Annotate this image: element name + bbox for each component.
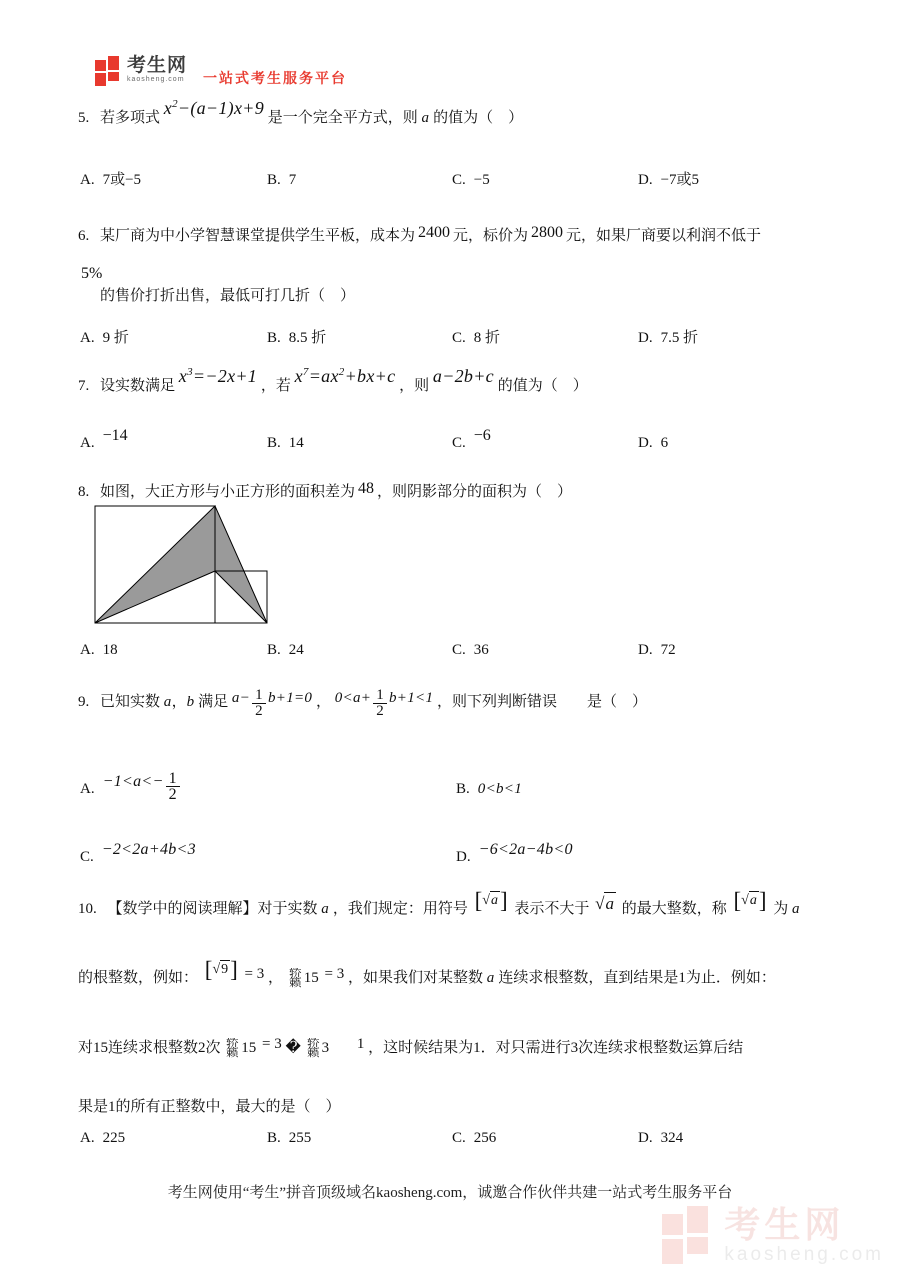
logo-domain: kaosheng.com	[127, 76, 185, 83]
question-9-options-row2	[80, 841, 870, 880]
formula-2: 0<a+ $\frac{1}{2}$ b+1<1	[334, 687, 434, 719]
question-6-stem	[78, 224, 868, 248]
option-10C: C. 256	[452, 1130, 497, 1146]
glitch-sqrt-15: 轿 籁 15	[226, 1038, 257, 1058]
option-7D: D. 6	[638, 435, 669, 451]
kaosheng-watermark	[662, 1206, 884, 1266]
question-6-percent	[78, 262, 868, 286]
logo-brand: 考生网	[127, 55, 188, 76]
bracket-sqrt-9: [√9]	[204, 957, 238, 982]
option-5B: B. 7	[267, 172, 297, 188]
question-10-line3: 对15连续求根整数2次 轿 籁 15 = 3 � 轿 籁 3 1 ，这时候结果为1．对只需进行3次连续求根整数运算后结	[78, 1036, 744, 1058]
question-5-stem	[78, 98, 868, 130]
stem-text: 的最大整数，称	[621, 901, 727, 917]
bracket-sqrt-a: [√a]	[474, 888, 508, 913]
stem-text: ，我们规定：用符号	[332, 901, 468, 917]
variable: a	[421, 110, 430, 126]
glitch-sqrt-15: 轿 籁 15	[288, 968, 319, 988]
question-6-stem-line2	[100, 284, 890, 308]
stem-text: 若多项式	[100, 110, 161, 126]
question-number: 6.	[78, 228, 90, 244]
question-7-stem	[78, 366, 868, 398]
stem-text: 元，如果厂商要以利润不低于	[566, 228, 762, 244]
watermark-domain: kaosheng.com	[724, 1244, 884, 1265]
geometry-figure	[94, 505, 269, 625]
stem-text: ，则阴影部分的面积为（ ）	[377, 484, 573, 500]
option-9C: C. −2<2a+4b<3	[80, 841, 196, 865]
question-10-line2: 的根整数，例如： [√9] = 3 ， 轿 籁 15 = 3 ，如果我们对某整数 a 连续求根整数，直到结果是1为止．例如：	[78, 957, 776, 988]
price-cost: 2400	[418, 224, 451, 241]
formula-3: a−2b+c	[432, 366, 494, 386]
formula: $x^2-(a-1)x+9$	[163, 98, 264, 118]
question-number: 7.	[78, 378, 90, 394]
stem-text: 【数学中的阅读理解】对于实数	[107, 901, 318, 917]
question-number: 10.	[78, 901, 97, 917]
stem-text: 连续求根整数，直到结果是1为止．例如：	[498, 970, 776, 986]
stem-text: 对15连续求根整数2次	[78, 1040, 221, 1056]
formula-1: a− $\frac{1}{2}$ b+1=0	[231, 687, 313, 719]
question-number: 8.	[78, 484, 90, 500]
shaded-triangle-right	[215, 506, 267, 623]
question-5-options	[80, 169, 870, 195]
option-10B: B. 255	[267, 1130, 312, 1146]
question-9-options-row1	[80, 770, 870, 838]
percent-value: 5%	[81, 265, 103, 282]
sqrt-a: √a	[595, 894, 614, 913]
option-5D: D. −7或5	[638, 172, 700, 188]
stem-text: 设实数满足	[100, 378, 176, 394]
logo-text-block	[127, 56, 187, 84]
option-7A: A. −14	[80, 427, 128, 451]
question-7-options	[80, 427, 870, 458]
price-list: 2800	[531, 224, 564, 241]
question-10-line1: 10. 【数学中的阅读理解】对于实数 a ，我们规定：用符号 [√a] 表示不大于 √a 的最大整数，称 [√a] 为 a	[78, 888, 800, 917]
shaded-triangle-left	[95, 506, 215, 623]
area-difference: 48	[358, 480, 375, 497]
option-9A: A. −1<a<− $\frac{1}{2}$	[80, 778, 182, 809]
footer-slogan: 考生网使用“考生”拼音顶级域名kaosheng.com，诚邀合作伙伴共建一站式考生服务平台	[167, 1185, 733, 1201]
option-9D: D. −6<2a−4b<0	[456, 841, 573, 865]
stem-text: 已知实数	[100, 694, 161, 710]
option-10A: A. 225	[80, 1130, 126, 1146]
option-8D: D. 72	[638, 642, 676, 658]
stem-text: 的根整数，例如：	[78, 970, 199, 986]
question-9-stem: 9. 已知实数 a，b 满足 a− $\frac{1}{2}$ b+1=0 ， 0<a+ $\frac{1}{2}$ b+1<1 ，则下列判断错误 是（ ）	[78, 687, 648, 719]
logo-tagline: 一站式考生服务平台	[203, 70, 348, 86]
stem-text: ，这时候结果为1．对只需进行3次连续求根整数运算后结	[368, 1040, 744, 1056]
stem-text: 表示不大于	[514, 901, 590, 917]
kaosheng-logo	[95, 56, 347, 88]
watermark-brand: 考生网	[724, 1204, 845, 1245]
stem-text: 元，标价为	[453, 228, 529, 244]
stem-text: 的值为（ ）	[433, 110, 524, 126]
option-8C: C. 36	[452, 642, 489, 658]
option-6C: C. 8 折	[452, 330, 501, 346]
question-number: 9.	[78, 694, 90, 710]
option-5A: A. 7或−5	[80, 172, 142, 188]
stem-text: 的售价打折出售，最低可打几折（ ）	[100, 288, 356, 304]
option-10D: D. 324	[638, 1130, 684, 1146]
stem-text: ，则下列判断错误 是（ ）	[437, 694, 648, 710]
option-5C: C. −5	[452, 172, 490, 188]
kaosheng-logo-icon	[95, 56, 122, 86]
replacement-glyph: �	[285, 1040, 301, 1056]
stem-text: ，则	[399, 378, 430, 394]
stem-text: 如图，大正方形与小正方形的面积差为	[100, 484, 356, 500]
option-6D: D. 7.5 折	[638, 330, 699, 346]
option-6A: A. 9 折	[80, 330, 129, 346]
question-8-stem	[78, 480, 868, 504]
question-6-options	[80, 327, 870, 353]
stem-text: ，如果我们对某整数	[348, 970, 484, 986]
stem-text: 某厂商为中小学智慧课堂提供学生平板，成本为	[100, 228, 416, 244]
stem-text: 是一个完全平方式，则	[267, 110, 418, 126]
option-8A: A. 18	[80, 642, 118, 658]
option-7C: C. −6	[452, 427, 491, 451]
question-10-options	[80, 1127, 870, 1153]
stem-text: 满足	[198, 694, 229, 710]
formula-1: $x^3=-2x+1$	[178, 366, 258, 386]
stem-text: ，若	[260, 378, 291, 394]
stem-text: 果是1的所有正整数中，最大的是（ ）	[78, 1099, 341, 1115]
kaosheng-watermark-icon	[662, 1206, 714, 1264]
bracket-sqrt-a: [√a]	[733, 888, 767, 913]
option-6B: B. 8.5 折	[267, 330, 327, 346]
stem-text: 的值为（ ）	[497, 378, 588, 394]
formula-2: $x^7=ax^2+bx+c$	[294, 366, 396, 386]
option-7B: B. 14	[267, 435, 304, 451]
glitch-sqrt-3: 轿 籁 3	[306, 1038, 330, 1058]
option-8B: B. 24	[267, 642, 304, 658]
question-10-line4	[78, 1095, 868, 1119]
question-number: 5.	[78, 110, 90, 126]
question-8-options	[80, 639, 870, 665]
option-9B: B. 0<b<1	[456, 781, 523, 797]
stem-text: 为	[773, 901, 789, 917]
